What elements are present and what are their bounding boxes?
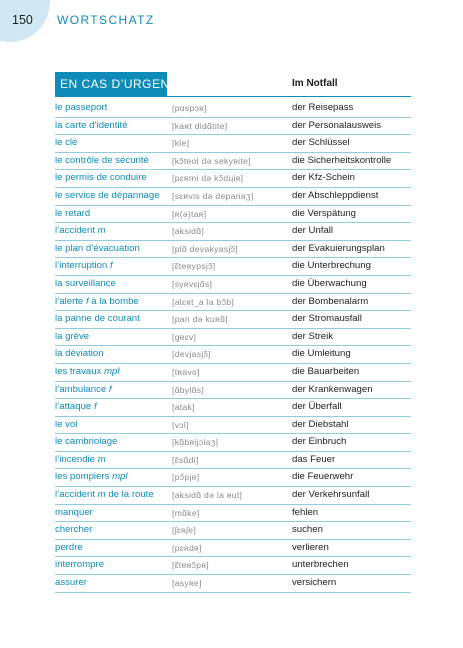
phonetic-transcription: [syʀvɛjɑ̃s] [172, 278, 213, 289]
german-translation: versichern [292, 577, 337, 589]
phonetic-transcription: [kaʀt didɑ̃tite] [172, 120, 228, 131]
page-number: 150 [12, 13, 33, 27]
table-row [55, 294, 411, 312]
table-row [55, 311, 411, 329]
german-translation: die Umleitung [292, 348, 351, 360]
french-word: le service de dépannage [55, 189, 160, 201]
table-row [55, 223, 411, 241]
french-word: l’incendie [55, 453, 96, 465]
french-word: le clé [55, 137, 78, 149]
french-term [55, 258, 113, 275]
french-term [55, 469, 128, 486]
german-translation: der Streik [292, 330, 334, 342]
french-word: l’interruption [55, 260, 108, 272]
french-word: la panne de courant [55, 313, 140, 325]
table-row [55, 434, 411, 452]
french-word: l’accident [55, 489, 95, 501]
phonetic-transcription: [asyʀe] [172, 578, 202, 589]
gender-tag: m [97, 489, 106, 501]
phonetic-transcription: [ʀ(ə)taʀ] [172, 208, 207, 219]
french-word: assurer [55, 577, 87, 589]
french-word: l’ambulance [55, 383, 107, 395]
german-translation: verlieren [292, 541, 329, 553]
french-word: interrompre [55, 559, 105, 571]
french-term [55, 118, 128, 135]
header-german-title: Im Notfall [292, 78, 338, 89]
french-word: la grève [55, 330, 90, 342]
german-translation: der Diebstahl [292, 418, 349, 430]
french-word: le permis de conduire [55, 172, 147, 184]
phonetic-transcription: [kɔ̃tʀol də sekyʀite] [172, 155, 251, 166]
phonetic-transcription: [ɑ̃bylɑ̃s] [172, 384, 205, 395]
table-row [55, 417, 411, 435]
french-word: l’attaque [55, 401, 92, 413]
phonetic-transcription: [pɔ̃pje] [172, 472, 200, 483]
german-translation: der Stromausfall [292, 313, 362, 325]
german-translation: die Unterbrechung [292, 260, 371, 272]
german-translation: der Überfall [292, 401, 342, 413]
german-translation: fehlen [292, 506, 319, 518]
french-word: la déviation [55, 348, 104, 360]
french-word: la surveillance [55, 277, 116, 289]
french-word: l’accident [55, 225, 95, 237]
gender-tag: mpl [112, 471, 128, 483]
gender-tag: f [85, 295, 89, 307]
french-word: manquer [55, 506, 93, 518]
french-word: les travaux [55, 365, 102, 377]
german-translation: die Feuerwehr [292, 471, 354, 483]
french-term [55, 276, 116, 293]
german-translation: der Krankenwagen [292, 383, 373, 395]
phonetic-transcription: [sɛʀvis də depanaʒ] [172, 190, 254, 201]
table-row [55, 382, 411, 400]
phonetic-transcription: [aksidɑ̃ də la ʀut] [172, 490, 243, 501]
phonetic-transcription: [pɑspɔʀ] [172, 103, 207, 113]
german-translation: der Kfz-Schein [292, 172, 355, 184]
french-word: chercher [55, 524, 93, 536]
table-row [55, 575, 411, 593]
german-translation: der Unfall [292, 225, 334, 237]
table-row [55, 452, 411, 470]
table-row [55, 153, 411, 171]
table-row [55, 241, 411, 259]
french-term [55, 170, 147, 187]
french-term [55, 100, 107, 117]
gender-tag: f [93, 401, 97, 413]
gender-tag: m [97, 225, 106, 237]
german-translation: der Evakuierungsplan [292, 242, 385, 254]
table-row [55, 505, 411, 523]
phonetic-transcription: [ɛ̃sɑ̃di] [172, 454, 199, 465]
french-term [55, 188, 160, 205]
gender-tag: m [97, 453, 106, 465]
french-word: les pompiers [55, 471, 110, 483]
german-translation: die Verspätung [292, 207, 357, 219]
phonetic-transcription: [kɑ̃bʀijɔlaʒ] [172, 437, 219, 448]
german-translation: der Reisepass [292, 102, 354, 113]
french-word: le passeport [55, 102, 108, 113]
table-header [55, 72, 411, 96]
phonetic-transcription: [plɑ̃ devakyasjɔ̃] [172, 243, 238, 254]
phonetic-transcription: [ɛ̃teʀypsjɔ̃] [172, 261, 216, 272]
french-word: le vol [55, 418, 78, 430]
french-term [55, 557, 104, 574]
german-translation: die Sicherheitskontrolle [292, 154, 392, 166]
table-row [55, 469, 411, 487]
vocabulary-table [55, 100, 411, 593]
french-term [55, 540, 83, 557]
phonetic-transcription: [gʀɛv] [172, 331, 197, 342]
table-row [55, 276, 411, 294]
table-row [55, 346, 411, 364]
phonetic-transcription: [pɛʀdʀ] [172, 542, 202, 553]
table-row [55, 399, 411, 417]
french-term [55, 206, 90, 223]
french-term [55, 382, 112, 399]
table-row [55, 522, 411, 540]
german-translation: der Bombenalarm [292, 295, 369, 307]
french-word: la carte d’identité [55, 119, 128, 131]
table-row [55, 329, 411, 347]
phonetic-transcription: [alɛʀt_a la bɔ̃b] [172, 296, 235, 307]
french-term [55, 434, 117, 451]
french-word: l’alerte [55, 295, 84, 307]
phonetic-transcription: [atak] [172, 402, 195, 413]
french-term [55, 294, 139, 311]
french-term [55, 522, 92, 539]
phonetic-transcription: [pɛʀmi də kɔ̃dɥiʀ] [172, 173, 244, 184]
table-row [55, 487, 411, 505]
german-translation: das Feuer [292, 453, 336, 465]
french-word-suffix: de la route [108, 489, 154, 501]
french-word: le cambriolage [55, 436, 118, 448]
german-translation: unterbrechen [292, 559, 349, 571]
table-row [55, 364, 411, 382]
phonetic-transcription: [mɑ̃ke] [172, 507, 200, 518]
table-row [55, 258, 411, 276]
french-word: le plan d’évacuation [55, 242, 140, 254]
french-term [55, 364, 120, 381]
french-word: le contrôle de sécurité [55, 154, 149, 166]
french-term [55, 417, 77, 434]
phonetic-transcription: [aksidɑ̃] [172, 226, 205, 237]
table-row [55, 188, 411, 206]
table-row [55, 540, 411, 558]
table-row [55, 557, 411, 575]
french-term [55, 487, 154, 504]
header-french-title: EN CAS D’URGENCE [55, 72, 167, 96]
gender-tag: f [109, 260, 113, 272]
phonetic-transcription: [pan də kuʀɑ̃] [172, 314, 228, 325]
french-term [55, 575, 87, 592]
german-translation: der Personalausweis [292, 119, 382, 131]
french-word-suffix: à la bombe [91, 295, 139, 307]
phonetic-transcription: [ʃɛʀʃe] [172, 525, 197, 536]
header-divider [55, 96, 411, 97]
german-translation: der Einbruch [292, 436, 347, 448]
french-term [55, 135, 77, 152]
section-title: WORTSCHATZ [57, 13, 155, 27]
table-row [55, 170, 411, 188]
french-term [55, 311, 140, 328]
gender-tag: f [108, 383, 112, 395]
table-row [55, 135, 411, 153]
phonetic-transcription: [ɛ̃teʀɔ̃pʀ] [172, 560, 209, 571]
german-translation: die Überwachung [292, 277, 367, 289]
german-translation: der Schlüssel [292, 137, 350, 149]
french-term [55, 329, 89, 346]
french-word: le retard [55, 207, 91, 219]
german-translation: der Abschleppdienst [292, 189, 379, 201]
table-row [55, 100, 411, 118]
french-term [55, 153, 149, 170]
phonetic-transcription: [vɔl] [172, 419, 189, 430]
table-row [55, 206, 411, 224]
french-term [55, 346, 104, 363]
gender-tag: mpl [104, 365, 120, 377]
phonetic-transcription: [kle] [172, 138, 190, 149]
german-translation: die Bauarbeiten [292, 365, 360, 377]
french-term [55, 223, 106, 240]
german-translation: der Verkehrsunfall [292, 489, 370, 501]
phonetic-transcription: [tʀavo] [172, 366, 200, 377]
table-row [55, 118, 411, 136]
french-term [55, 399, 97, 416]
french-word: perdre [55, 541, 83, 553]
french-term [55, 241, 140, 258]
french-term [55, 505, 93, 522]
german-translation: suchen [292, 524, 323, 536]
phonetic-transcription: [devjasjɔ̃] [172, 349, 211, 360]
french-term [55, 452, 106, 469]
